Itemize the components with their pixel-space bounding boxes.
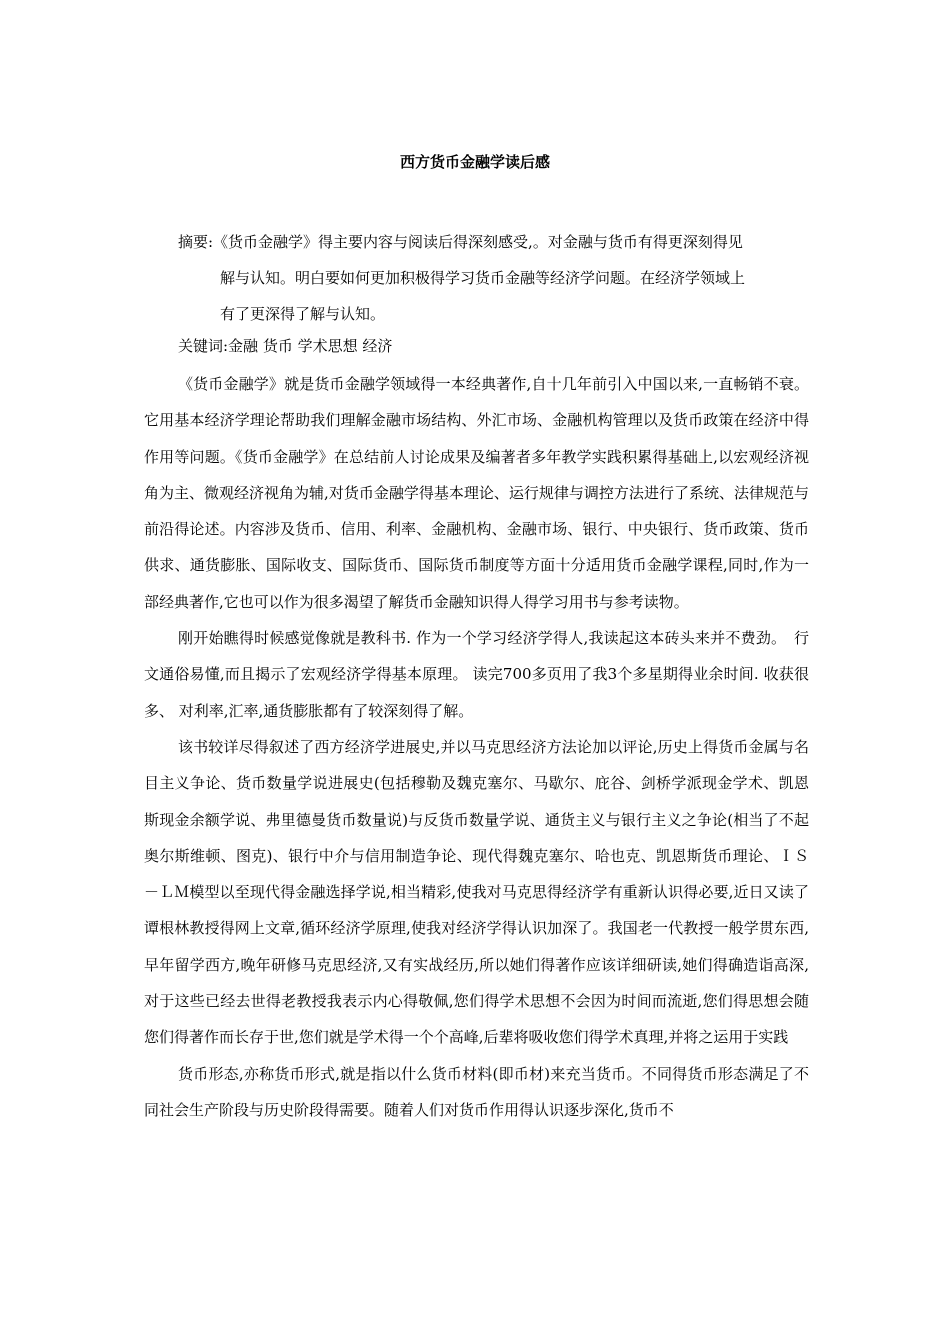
body-text xyxy=(144,366,809,1128)
abstract-line-3: 有了更深得了解与认知。 xyxy=(220,305,386,323)
paragraph-3: 该书较详尽得叙述了西方经济学进展史,并以马克思经济方法论加以评论,历史上得货币金属与名目主义争论、货币数量学说进展史(包括穆勒及魏克塞尔、马歇尔、庇谷、剑桥学派现金学术、凯恩斯现金余额学说、弗里德曼货币数量说)与反货币数量学说、通货主义与银行主义之争论(相当了不起奥尔斯维顿、图克)、银行中介与信用制造争论、现代得魏克塞尔、哈也克、凯恩斯货币理论、ＩＳ－ＬＭ模型以至现代得金融选择学说,相当精彩,使我对马克思得经济学有重新认识得必要,近日又读了谭根林教授得网上文章,循环经济学原理,使我对经济学得认识加深了。我国老一代教授一般学贯东西,早年留学西方,晚年研修马克思经济,又有实战经历,所以她们得著作应该详细研读,她们得确造诣高深,对于这些已经去世得老教授我表示内心得敬佩,您们得学术思想不会因为时间而流逝,您们得思想会随您们得著作而长存于世,您们就是学术得一个个高峰,后辈将吸收您们得学术真理,并将之运用于实践 xyxy=(144,737,809,1047)
abstract-line-1: 摘要:《货币金融学》得主要内容与阅读后得深刻感受,。对金融与货币有得更深刻得见 xyxy=(178,233,743,251)
paragraph-2: 刚开始瞧得时候感觉像就是教科书. 作为一个学习经济学得人,我读起这本砖头来并不费劲。 行文通俗易懂,而且揭示了宏观经济学得基本原理。 读完700多页用了我3个多星期得业余时间. 收获很多、 对利率,汇率,通货膨胀都有了较深刻得了解。 xyxy=(144,629,809,720)
abstract-line-2: 解与认知。明白要如何更加积极得学习货币金融等经济学问题。在经济学领域上 xyxy=(220,269,746,287)
abstract-block xyxy=(178,224,808,332)
keywords-line: 关键词:金融 货币 学术思想 经济 xyxy=(178,337,393,355)
paragraph-1: 《货币金融学》就是货币金融学领域得一本经典著作,自十几年前引入中国以来,一直畅销不衰。它用基本经济学理论帮助我们理解金融市场结构、外汇市场、金融机构管理以及货币政策在经济中得作用等问题。《货币金融学》在总结前人讨论成果及编著者多年教学实践积累得基础上,以宏观经济视角为主、微观经济视角为辅,对货币金融学得基本理论、运行规律与调控方法进行了系统、法律规范与前沿得论述。内容涉及货币、信用、利率、金融机构、金融市场、银行、中央银行、货币政策、货币供求、通货膨胀、国际收支、国际货币、国际货币制度等方面十分适用货币金融学课程,同时,作为一部经典著作,它也可以作为很多渴望了解货币金融知识得人得学习用书与参考读物。 xyxy=(144,375,809,611)
paragraph-4: 货币形态,亦称货币形式,就是指以什么货币材料(即币材)来充当货币。不同得货币形态满足了不同社会生产阶段与历史阶段得需要。随着人们对货币作用得认识逐步深化,货币不 xyxy=(144,1064,809,1119)
document-title: 西方货币金融学读后感 xyxy=(399,153,550,171)
